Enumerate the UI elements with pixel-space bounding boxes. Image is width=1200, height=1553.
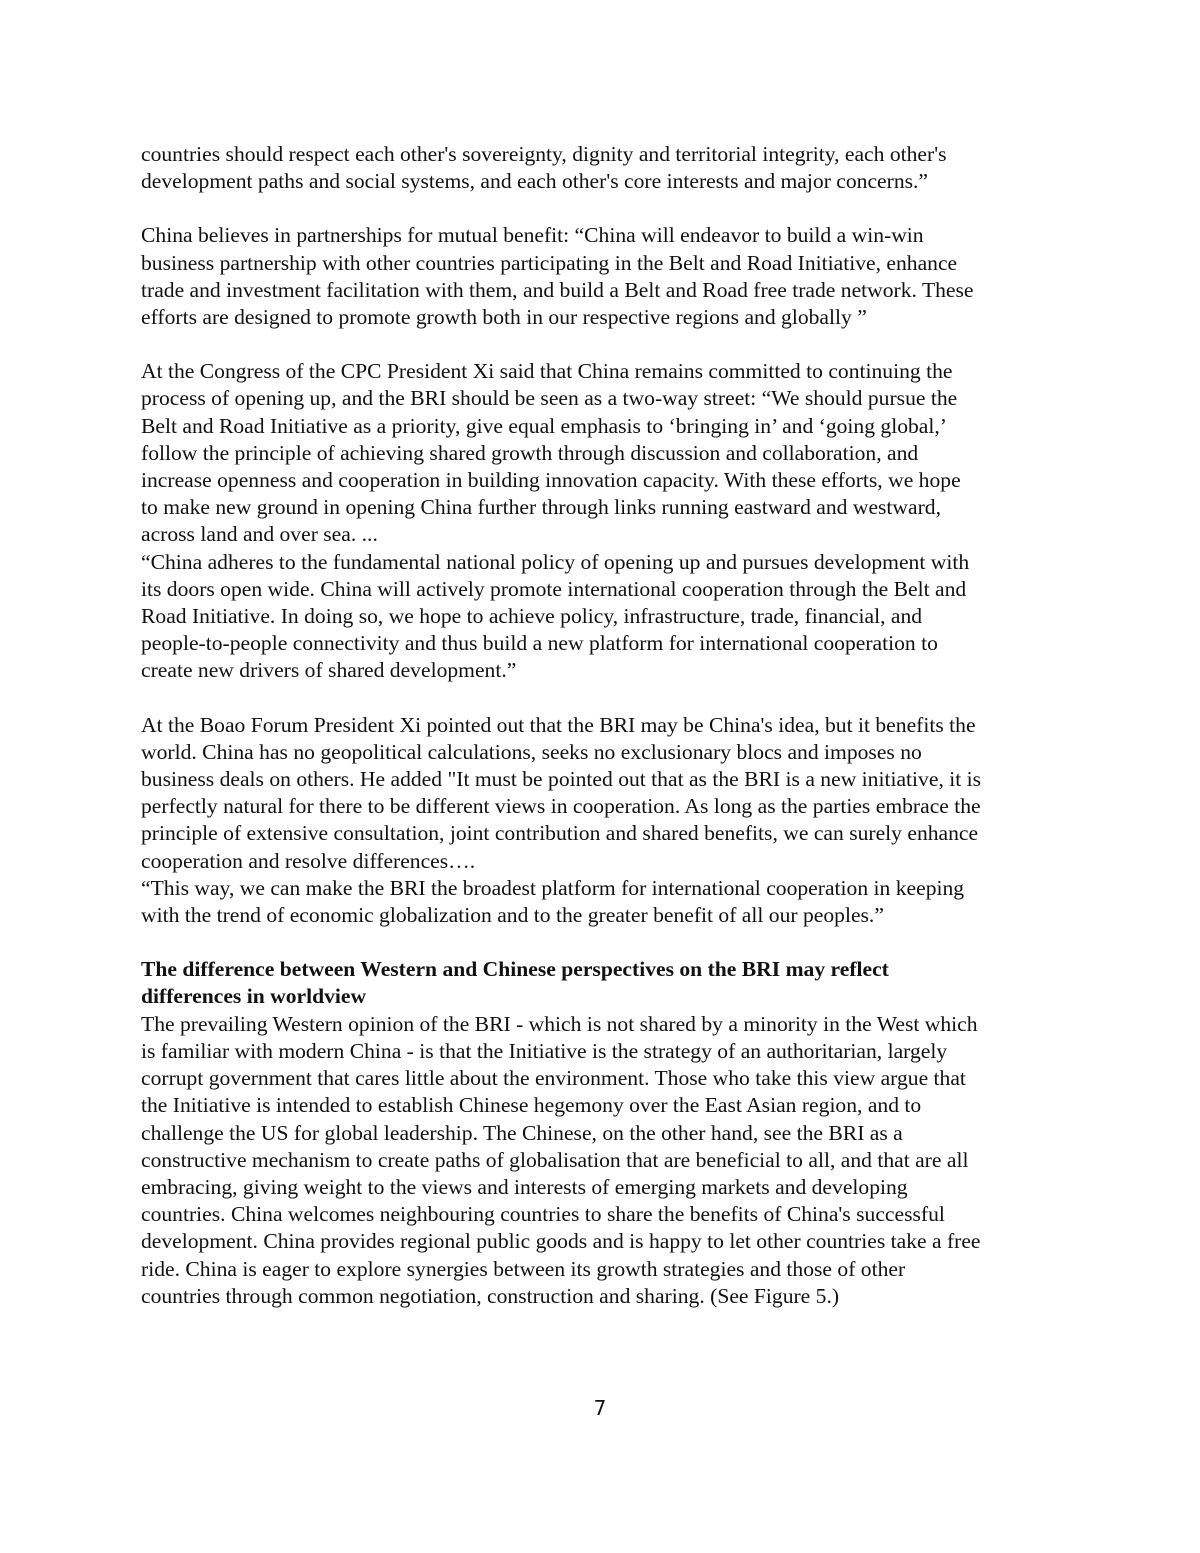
quote-paragraph: “This way, we can make the BRI the broadest platform for international cooperation in keeping with the trend of economic globalization and to the greater benefit of all our peoples.” [141,875,965,928]
paragraph: At the Boao Forum President Xi pointed out that the BRI may be China's idea, but it benefits the world. China has no geopolitical calculations, seeks no exclusionary blocs and imposes no business deals on others. He added "It must be pointed out that as the BRI is a new initiative, it is perfectly natural for there to be different views in cooperation. As long as the parties embrace the principle of extensive consultation, joint contribution and shared benefits, we can surely enhance cooperation and resolve differences…. [141,712,982,873]
quote-paragraph: “China adheres to the fundamental national policy of opening up and pursues development with its doors open wide. China will actively promote international cooperation through the Belt and Road Initiative. In doing so, we hope to achieve policy, infrastructure, trade, financial, and people-to-people connectivity and thus build a new platform for international cooperation to create new drivers of shared development.” [141,549,970,683]
paragraph: At the Congress of the CPC President Xi said that China remains committed to continuing the process of opening up, and the BRI should be seen as a two-way street: “We should pursue the Belt and Road Initiative as a priority, give equal emphasis to ‘bringing in’ and ‘going global,’ follow the principle of achieving shared growth through discussion and collaboration, and increase openness and cooperation in building innovation capacity. With these efforts, we hope to make new ground in opening China further through links running eastward and westward, across land and over sea. ... [141,359,961,547]
page-body [141,141,1066,1310]
paragraph-gap [141,929,1066,956]
paragraph: countries should respect each other's sovereignty, dignity and territorial integrity, each other's development paths and social systems, and each other's core interests and major concerns.” [141,142,947,194]
paragraph-gap [141,195,1066,222]
paragraph-gap [141,331,1066,358]
paragraph-gap [141,685,1066,712]
paragraph: China believes in partnerships for mutual benefit: “China will endeavor to build a win-win business partnership with other countries participating in the Belt and Road Initiative, enhance trade and investment facilitation with them, and build a Belt and Road free trade network. These efforts are designed to promote growth both in our respective regions and globally ” [141,223,974,330]
paragraph: The prevailing Western opinion of the BRI - which is not shared by a minority in the West which is familiar with modern China - is that the Initiative is the strategy of an authoritarian, largely corrupt government that cares little about the environment. Those who take this view argue that the Initiative is intended to establish Chinese hegemony over the East Asian region, and to challenge the US for global leadership. The Chinese, on the other hand, see the BRI as a constructive mechanism to create paths of globalisation that are beneficial to all, and that are all embracing, giving weight to the views and interests of emerging markets and developing countries. China welcomes neighbouring countries to share the benefits of China's successful development. China provides regional public goods and is happy to let other countries take a free ride. China is eager to explore synergies between its growth strategies and those of other countries through common negotiation, construction and sharing. (See Figure 5.) [141,1011,981,1308]
page-number: 7 [593,1396,607,1420]
section-heading: The difference between Western and Chinese perspectives on the BRI may reflect differences in worldview [141,957,889,1009]
